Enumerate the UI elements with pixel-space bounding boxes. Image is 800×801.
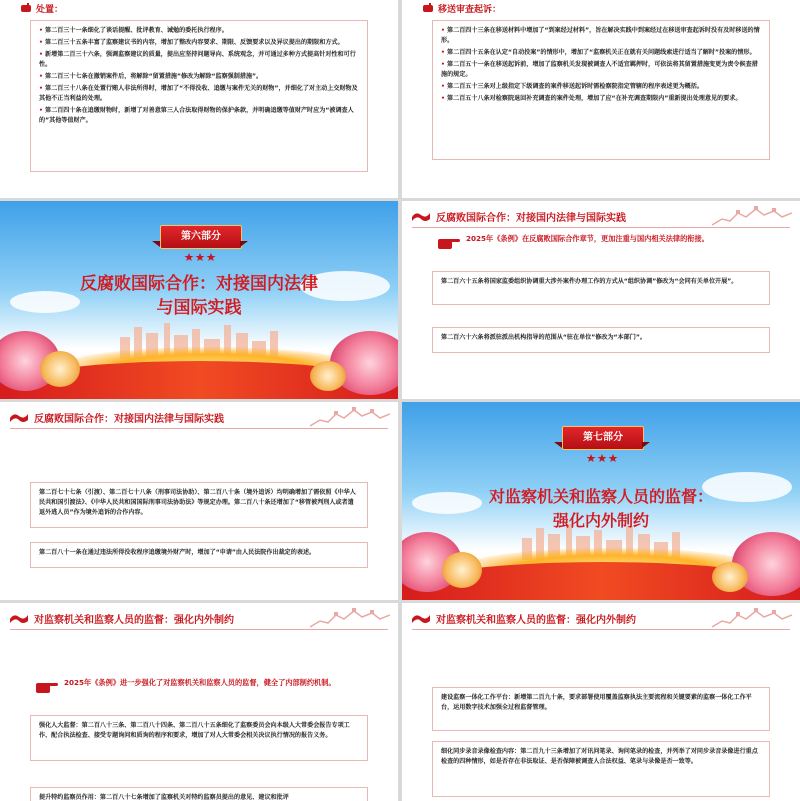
list-item: • 第二百三十七条在撤销案件后，将解除“留置措施”修改为解除“监察强制措施”。 [39,73,263,80]
slide-header [402,603,800,633]
part-badge: 第六部分 [160,225,242,249]
slide-intl-cooperation-2[interactable] [0,402,398,600]
slide-supervision-2[interactable] [402,603,800,801]
header-ribbon-icon [10,412,28,424]
slide-cover-part7[interactable] [402,402,800,600]
box-text: 第二百八十一条在通过违法所得没收程序追缴境外财产时，增加了“申请”由人民法院作出裁定的表述。 [39,549,316,556]
list-item: • 第二百三十五条丰富了监察建议书的内容，增加了整改内容要求、期限、反馈要求以及异议提出的期限和方式。 [39,39,344,46]
hand-pointer-icon [20,2,32,14]
great-wall-icon [310,607,390,629]
badge-fold [152,241,160,247]
peony-flower-icon [310,361,346,391]
hand-pointer-icon [438,235,460,249]
stars-icon [183,253,217,261]
box-text: 第二百七十七条（引渡）、第二百七十八条（刑事司法协助）、第二百八十条（境外追诉）均明确增加了需依照《中华人民共和国引渡法》、《中华人民共和国国际刑事司法协助法》等规定办理。第二百八十条还增加了“移管被判刑人或者遣返外逃人员”作为境外追诉的合作内容。 [39,489,356,516]
header-ribbon-icon [412,211,430,223]
section-title: 移送审查起诉： [438,5,502,15]
content-box [30,715,368,761]
content-box [432,687,770,731]
slide-header [0,402,398,432]
content-box [432,327,770,353]
header-title: 对监察机关和监察人员的监督：强化内外制约 [436,615,636,626]
slide-supervision-1[interactable] [0,603,398,801]
cover-title-line1: 对监察机关和监察人员的监督： [488,487,713,506]
slide-header [402,201,800,231]
list-item: • 第二百五十一条在移送起诉前，增加了监察机关发现被调查人不适宜羁押时，可依法将其留置措施变更为责令候查措施的规定。 [441,61,758,78]
header-ribbon-icon [412,613,430,625]
header-divider [412,227,790,228]
list-item: • 新增第二百三十六条，强调监察建议的质量，提出应坚持问题导向、系统观念，并可通过多种方式提高针对性和可行性。 [39,51,356,68]
peony-flower-icon [712,562,748,592]
intro-text: 2025年《条例》进一步强化了对监察机关和监察人员的监督，健全了内部制约机制。 [64,678,336,687]
intro-statement [36,677,366,703]
great-wall-icon [310,406,390,428]
cover-title-line2: 强化内外制约 [552,511,649,530]
peony-flower-icon [40,351,80,387]
header-divider [10,629,388,630]
box-text: 第二百六十五条将国家监委组织协调重大涉外案件办理工作的方式从“组织协调”修改为“会同有关单位开展”。 [441,278,738,285]
cover-title-line1: 反腐败国际合作：对接国内法律 [80,274,318,294]
content-box [30,20,368,172]
section-title: 处置： [36,5,64,15]
header-title: 反腐败国际合作：对接国内法律与国际实践 [436,213,626,224]
slide-cover-part6[interactable] [0,201,398,399]
content-box [30,787,368,801]
content-box [432,271,770,305]
header-divider [10,428,388,429]
box-text: 提升特约监察员作用：第二百八十七条增加了监察机关对特约监察员提出的意见、建议和批评 [39,794,289,801]
badge-fold [554,442,562,448]
box-text: 强化人大监督：第二百八十三条、第二百八十四条、第二百八十五条细化了监察委员会向本级人大常委会报告专项工作、配合执法检查、接受专题询问和质询的程序和要求，增加了对人大常委会相关决议执行情况的报告义务。 [39,722,350,739]
badge-fold [240,241,248,247]
great-wall-icon [712,205,792,227]
list-item: • 第二百五十八条对检察院退回补充调查的案件处理，增加了应“在补充调查期限内”重新提出处理意见的要求。 [441,95,742,102]
content-box [30,542,368,568]
slide-disposal[interactable] [0,0,398,198]
hand-pointer-icon [36,679,58,693]
header-ribbon-icon [10,613,28,625]
intro-statement [438,233,768,259]
cover-title-line2: 与国际实践 [156,298,242,318]
great-wall-icon [712,607,792,629]
content-box [432,741,770,797]
list-item: • 第二百四十三条在移送材料中增加了“到案经过材料”，旨在解决实践中到案经过在移送审查起诉时没有及时移送的情形。 [441,27,760,44]
list-item: • 第二百四十条在追缴财物时，新增了对善意第三人合法取得财物的保护条款，并明确追缴等值财产时应为“被调查人的”其他等值财产。 [39,107,354,124]
header-divider [412,629,790,630]
content-box [432,20,770,160]
box-text: 细化同步录音录像检查内容：第二百九十三条增加了对讯问笔录、询问笔录的检查，并列举了对同步录音录像进行重点检查的四种情形，如是否存在非法取证、是否保障被调查人合法权益、笔录与录像是否一致等。 [441,748,758,765]
list-item: • 第二百五十三条对上级指定下级调查的案件移送起诉时需检察院指定管辖的程序表述更为概括。 [441,83,703,90]
slide-transfer-prosecution[interactable] [402,0,800,198]
stars-icon [585,454,619,462]
list-item: • 第二百三十八条在处置行贿人非法所得时，增加了“不得没收、追缴与案件无关的财物”，并细化了对主动上交财物及其他不正当利益的处理。 [39,85,358,102]
header-title: 反腐败国际合作：对接国内法律与国际实践 [34,414,224,425]
slide-header [0,603,398,633]
badge-fold [642,442,650,448]
box-text: 第二百六十六条将派驻派出机构指导的范围从“驻在单位”修改为“本部门”。 [441,334,646,341]
header-title: 对监察机关和监察人员的监督：强化内外制约 [34,615,234,626]
box-text: 建设监察一体化工作平台：新增第二百九十条，要求部署使用覆盖监察执法主要流程和关键要素的监察一体化工作平台，运用数字技术加强全过程监督管理。 [441,694,752,711]
slide-intl-cooperation-1[interactable] [402,201,800,399]
peony-flower-icon [442,552,482,588]
part-badge: 第七部分 [562,426,644,450]
hand-pointer-icon [422,2,434,14]
list-item: • 第二百三十一条细化了谈话提醒、批评教育、诫勉的委托执行程序。 [39,27,228,34]
content-box [30,482,368,528]
list-item: • 第二百四十五条在认定“自动投案”的情形中，增加了“监察机关正在就有关问题线索进行适当了解时”投案的情形。 [441,49,756,56]
intro-text: 2025年《条例》在反腐败国际合作章节，更加注重与国内相关法律的衔接。 [466,234,709,243]
